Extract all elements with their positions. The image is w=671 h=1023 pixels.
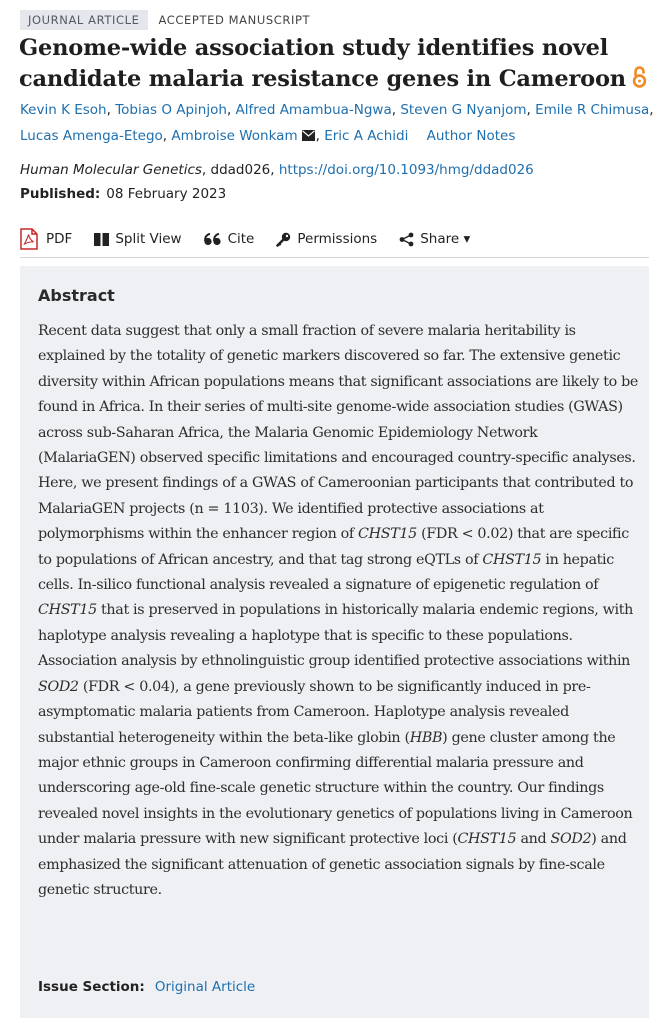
abstract-section [20, 266, 649, 1018]
author-notes-link[interactable]: Author Notes [426, 127, 516, 144]
author-link[interactable]: Kevin K Esoh [20, 102, 107, 118]
published-label: Published: [20, 186, 101, 202]
issue-section [38, 977, 255, 997]
share-button[interactable] [399, 231, 470, 247]
envelope-icon[interactable] [302, 130, 315, 141]
issue-section-label: Issue Section: [38, 979, 145, 995]
cite-label: Cite [227, 231, 255, 247]
pdf-icon [20, 228, 38, 250]
citation-line [20, 160, 534, 180]
permissions-button[interactable] [276, 231, 377, 247]
published-value: 08 February 2023 [106, 186, 227, 202]
abstract-text: Recent data suggest that only a small fraction of severe malaria heritability is explained by the totality of genetic markers discovered so far. The extensive genetic diversity within African populations means that significant associations are likely to be found in Africa. In their series of multi-site genome-wide association studies (GWAS) across sub-Saharan Africa, the Malaria Genomic Epidemiology Network (MalariaGEN) observed specific limitations and encouraged country-specific analyses. Here, we present findings of a GWAS of Cameroonian participants that contributed to MalariaGEN projects (n = 1103). We identified protective associations at polymorphisms within the enhancer region of CHST15 (FDR < 0.02) that are specific to populations of African ancestry, and that tag strong eQTLs of CHST15 in hepatic cells. In-silico functional analysis revealed a signature of epigenetic regulation of CHST15 that is preserved in populations in historically malaria endemic regions, with haplotype analysis revealing a haplotype that is specific to these populations. Association analysis by ethnolinguistic group identified protective associations within SOD2 (FDR < 0.04), a gene previously shown to be significantly induced in pre-asymptomatic malaria patients from Cameroon. Haplotype analysis revealed substantial heterogeneity within the beta-like globin (HBB) gene cluster among the major ethnic groups in Cameroon confirming differential malaria pressure and underscoring age-old fine-scale genetic structure within the country. Our findings revealed novel insights in the evolutionary genetics of populations living in Cameroon under malaria pressure with new significant protective loci (CHST15 and SOD2) and emphasized the significant attenuation of genetic association signals by fine-scale genetic structure. [38, 323, 638, 898]
pdf-button[interactable] [20, 228, 72, 250]
abstract-heading: Abstract [38, 286, 115, 305]
cite-button[interactable] [204, 231, 255, 247]
author-link[interactable]: Lucas Amenga-Etego [20, 127, 163, 144]
toolbar-divider [20, 257, 649, 258]
author-list: Kevin K Esoh, Tobias O Apinjoh, Alfred Amambua-Ngwa, Steven G Nyanjom, Emile R Chimusa, Lucas Amenga-Etego, Ambroise Wonkam , Eric A Achidi Author Notes [20, 102, 654, 144]
author-link[interactable]: Steven G Nyanjom [400, 102, 527, 118]
open-access-icon [632, 65, 647, 89]
issue-section-link[interactable]: Original Article [154, 979, 256, 995]
gene-name: CHST15 [482, 551, 542, 568]
article-toolbar [20, 226, 492, 252]
pdf-label: PDF [46, 231, 73, 247]
published-date [20, 184, 226, 204]
gene-name: CHST15 [38, 602, 97, 619]
journal-name: Human Molecular Genetics [20, 162, 202, 178]
gene-name: CHST15 [358, 526, 417, 543]
doi-link[interactable]: https://doi.org/10.1093/hmg/ddad026 [278, 162, 534, 178]
article-id: , ddad026, [201, 162, 279, 178]
gene-name: HBB [409, 729, 443, 746]
author-link[interactable]: Alfred Amambua-Ngwa [235, 102, 392, 118]
article-title [19, 33, 659, 95]
accepted-manuscript-label: ACCEPTED MANUSCRIPT [158, 13, 311, 27]
share-icon [399, 232, 414, 247]
gene-name: SOD2 [38, 678, 79, 695]
split-view-label: Split View [115, 231, 182, 247]
split-view-button[interactable] [94, 231, 181, 247]
author-link[interactable]: Ambroise Wonkam [171, 127, 298, 144]
author-link[interactable]: Eric A Achidi [324, 127, 409, 144]
article-title-text: Genome-wide association study identifies novel candidate malaria resistance genes in Cameroon [19, 35, 626, 92]
share-label: Share ▾ [420, 231, 471, 247]
journal-article-badge: JOURNAL ARTICLE [20, 10, 148, 30]
gene-name: CHST15 [457, 831, 517, 848]
split-view-icon [94, 233, 109, 246]
author-link[interactable]: Emile R Chimusa [535, 102, 650, 118]
quote-icon [204, 233, 222, 246]
author-link[interactable]: Tobias O Apinjoh [115, 102, 227, 118]
gene-name: SOD2 [550, 831, 592, 848]
permissions-label: Permissions [297, 231, 378, 247]
key-icon [276, 232, 291, 247]
article-badges [20, 10, 310, 30]
